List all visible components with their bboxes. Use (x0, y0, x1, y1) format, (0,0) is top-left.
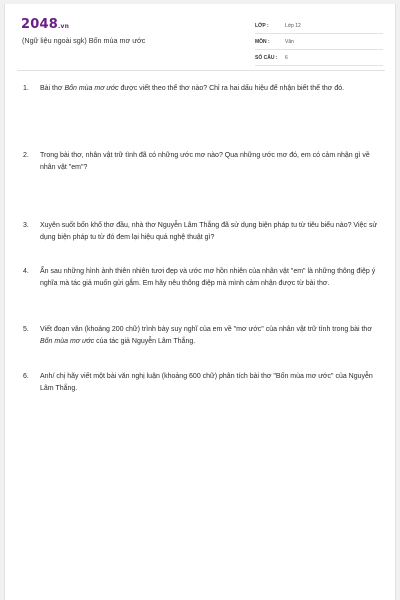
question-text-part: của tác giả Nguyễn Lâm Thắng. (94, 337, 196, 345)
question-item (23, 150, 381, 220)
meta-row-class (255, 18, 383, 34)
question-list (23, 83, 381, 394)
poem-title: Bốn mùa mơ ước (40, 337, 95, 345)
question-text (40, 83, 381, 150)
question-item (23, 266, 381, 324)
question-item (23, 324, 381, 371)
logo-tld: .vn (57, 23, 70, 30)
question-text-part: được viết theo thể thơ nào? Chỉ ra hai dấu hiệu để nhận biết thể thơ đó. (118, 85, 345, 92)
meta-label: MÔN : (255, 38, 270, 45)
meta-label: LỚP : (255, 22, 269, 29)
question-item (23, 220, 381, 266)
question-item (23, 371, 381, 394)
question-text: Xuyên suốt bốn khổ thơ đầu, nhà thơ Nguyễn Lâm Thắng đã sử dụng biện pháp tu từ tiêu biểu nào? Việc sử dụng biện pháp tu từ đó đem lại hiệu quả nghệ thuật gì? (40, 222, 378, 241)
question-number: 3. (23, 222, 29, 229)
site-logo[interactable] (21, 17, 69, 32)
meta-value: Lớp 12 (285, 22, 301, 29)
worksheet-page (4, 4, 396, 600)
question-item (23, 83, 381, 150)
meta-value: Văn (285, 38, 294, 45)
worksheet-header (5, 4, 397, 66)
question-text: Anh/ chị hãy viết một bài văn nghị luận (khoảng 600 chữ) phân tích bài thơ "Bốn mùa mơ ước" của Nguyễn Lâm Thắng. (40, 373, 373, 392)
question-text (40, 324, 381, 371)
meta-row-subject (255, 34, 383, 50)
question-number: 6. (23, 373, 29, 380)
worksheet-title: (Ngữ liệu ngoài sgk) Bốn mùa mơ ước (22, 36, 146, 45)
question-text: Trong bài thơ, nhân vật trữ tình đã có những ước mơ nào? Qua những ước mơ đó, em có cảm nhận gì về nhân vật "em"? (40, 152, 370, 171)
question-text: Ẩn sau những hình ảnh thiên nhiên tươi đẹp và ước mơ hồn nhiên của nhân vật "em" là những thông điệp ý nghĩa mà tác giả muốn gửi gắm. Em hãy nêu thông điệp mà mình cảm nhận được từ bài thơ. (40, 268, 376, 287)
question-number: 2. (23, 152, 29, 159)
question-text-part: Bài thơ (40, 85, 65, 92)
meta-row-question-count (255, 50, 383, 66)
logo-text: 2048 (21, 17, 58, 32)
meta-value: 6 (285, 54, 288, 61)
header-divider (17, 70, 385, 71)
question-text-part: Viết đoạn văn (khoảng 200 chữ) trình bày suy nghĩ của em về "mơ ước" của nhân vật trữ tình trong bài thơ (40, 326, 372, 333)
question-number: 1. (23, 85, 29, 92)
question-number: 5. (23, 326, 29, 333)
meta-label: SỐ CÂU : (255, 54, 278, 61)
question-number: 4. (23, 268, 29, 275)
poem-title: Bốn mùa mơ ước (64, 85, 119, 92)
meta-info (255, 18, 383, 66)
